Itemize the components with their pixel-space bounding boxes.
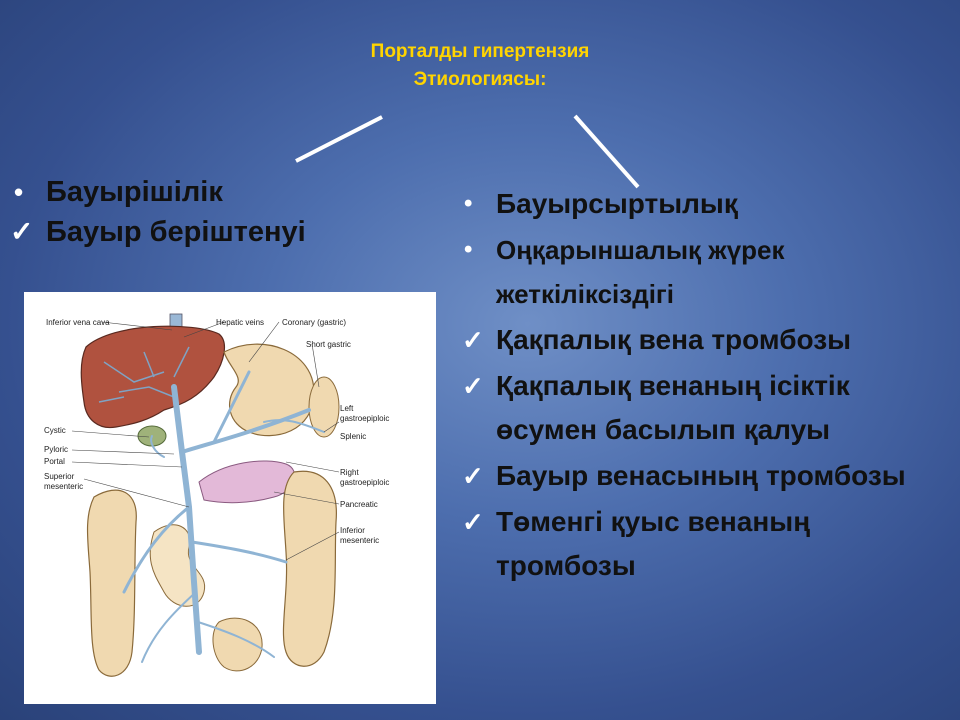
bullet-icon: • [14, 177, 24, 207]
checkmark-icon: ✓ [462, 325, 484, 355]
list-item [462, 228, 952, 316]
bullet-icon: • [464, 236, 473, 263]
label-left-gastroepiploic: Left gastroepiploic [340, 404, 390, 423]
pancreas-shape [199, 461, 295, 503]
extrahepatic-list [462, 182, 952, 590]
checkmark-icon: ✓ [462, 507, 484, 537]
label-inferior-mesenteric: Inferior mesenteric [340, 526, 380, 545]
label-pancreatic: Pancreatic [340, 500, 378, 509]
list-item [10, 212, 430, 252]
label-portal: Portal [44, 457, 65, 466]
label-coronary: Coronary (gastric) [282, 318, 347, 327]
label-cystic: Cystic [44, 426, 66, 435]
label-right-gastroepiploic: Right gastroepiploic [340, 468, 390, 487]
intrahepatic-list [10, 172, 430, 252]
list-item [462, 500, 952, 588]
label-superior-mesenteric: Superior mesenteric [44, 472, 84, 491]
bullet-icon: • [464, 190, 473, 217]
list-item [462, 364, 952, 452]
label-splenic: Splenic [340, 432, 367, 441]
item-text: Бауырішілік [46, 176, 223, 208]
portal-venous-system-illustration [24, 292, 436, 704]
left-branch-line [296, 117, 382, 161]
item-text: Бауыр беріштенуі [46, 216, 306, 248]
item-text: Төменгі қуыс венаның тромбозы [496, 506, 811, 581]
checkmark-icon: ✓ [462, 371, 484, 401]
list-item [462, 182, 952, 226]
label-pyloric: Pyloric [44, 445, 69, 454]
item-text: Бауыр венасының тромбозы [496, 460, 906, 491]
title-line-1: Порталды гипертензия [370, 41, 590, 62]
liver-shape [81, 326, 224, 427]
list-item [462, 454, 952, 498]
checkmark-icon: ✓ [462, 461, 484, 491]
list-item [10, 172, 430, 212]
item-text: Бауырсыртылық [496, 188, 738, 219]
branch-arrows [0, 0, 960, 200]
label-short-gastric: Short gastric [306, 340, 351, 349]
item-text: Қақпалық вена тромбозы [496, 324, 852, 355]
title-line-2: Этиологиясы: [413, 69, 547, 90]
label-inferior-vena-cava: Inferior vena cava [46, 318, 110, 327]
item-text: Оңқарыншалық жүрек жеткіліксіздігі [496, 235, 785, 309]
item-text: Қақпалық венаның ісіктік өсумен басылып қалуы [496, 370, 850, 445]
checkmark-icon: ✓ [10, 216, 34, 247]
list-item [462, 318, 952, 362]
descending-colon-shape [283, 471, 336, 666]
label-hepatic-veins: Hepatic veins [216, 318, 265, 327]
right-branch-line [575, 116, 638, 187]
